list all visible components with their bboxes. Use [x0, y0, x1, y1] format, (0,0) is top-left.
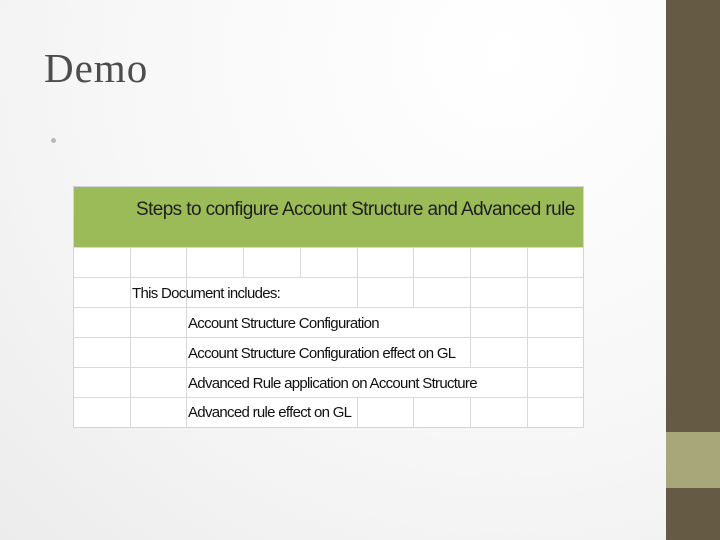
sheet-item: Advanced Rule application on Account Structure: [188, 375, 477, 392]
sheet-grid: [74, 247, 583, 427]
sheet-item: Advanced rule effect on GL: [188, 404, 352, 421]
sheet-header: Steps to configure Account Structure and Advanced rule: [74, 187, 583, 247]
sheet-item: Account Structure Configuration: [188, 315, 379, 332]
spreadsheet-image: [73, 186, 584, 428]
bullet-icon: [51, 138, 56, 143]
slide-title: Demo: [44, 45, 149, 91]
sidebar-accent-block: [666, 432, 720, 488]
sheet-item: Account Structure Configuration effect on GL: [188, 345, 456, 362]
sheet-intro: This Document includes:: [132, 285, 281, 302]
